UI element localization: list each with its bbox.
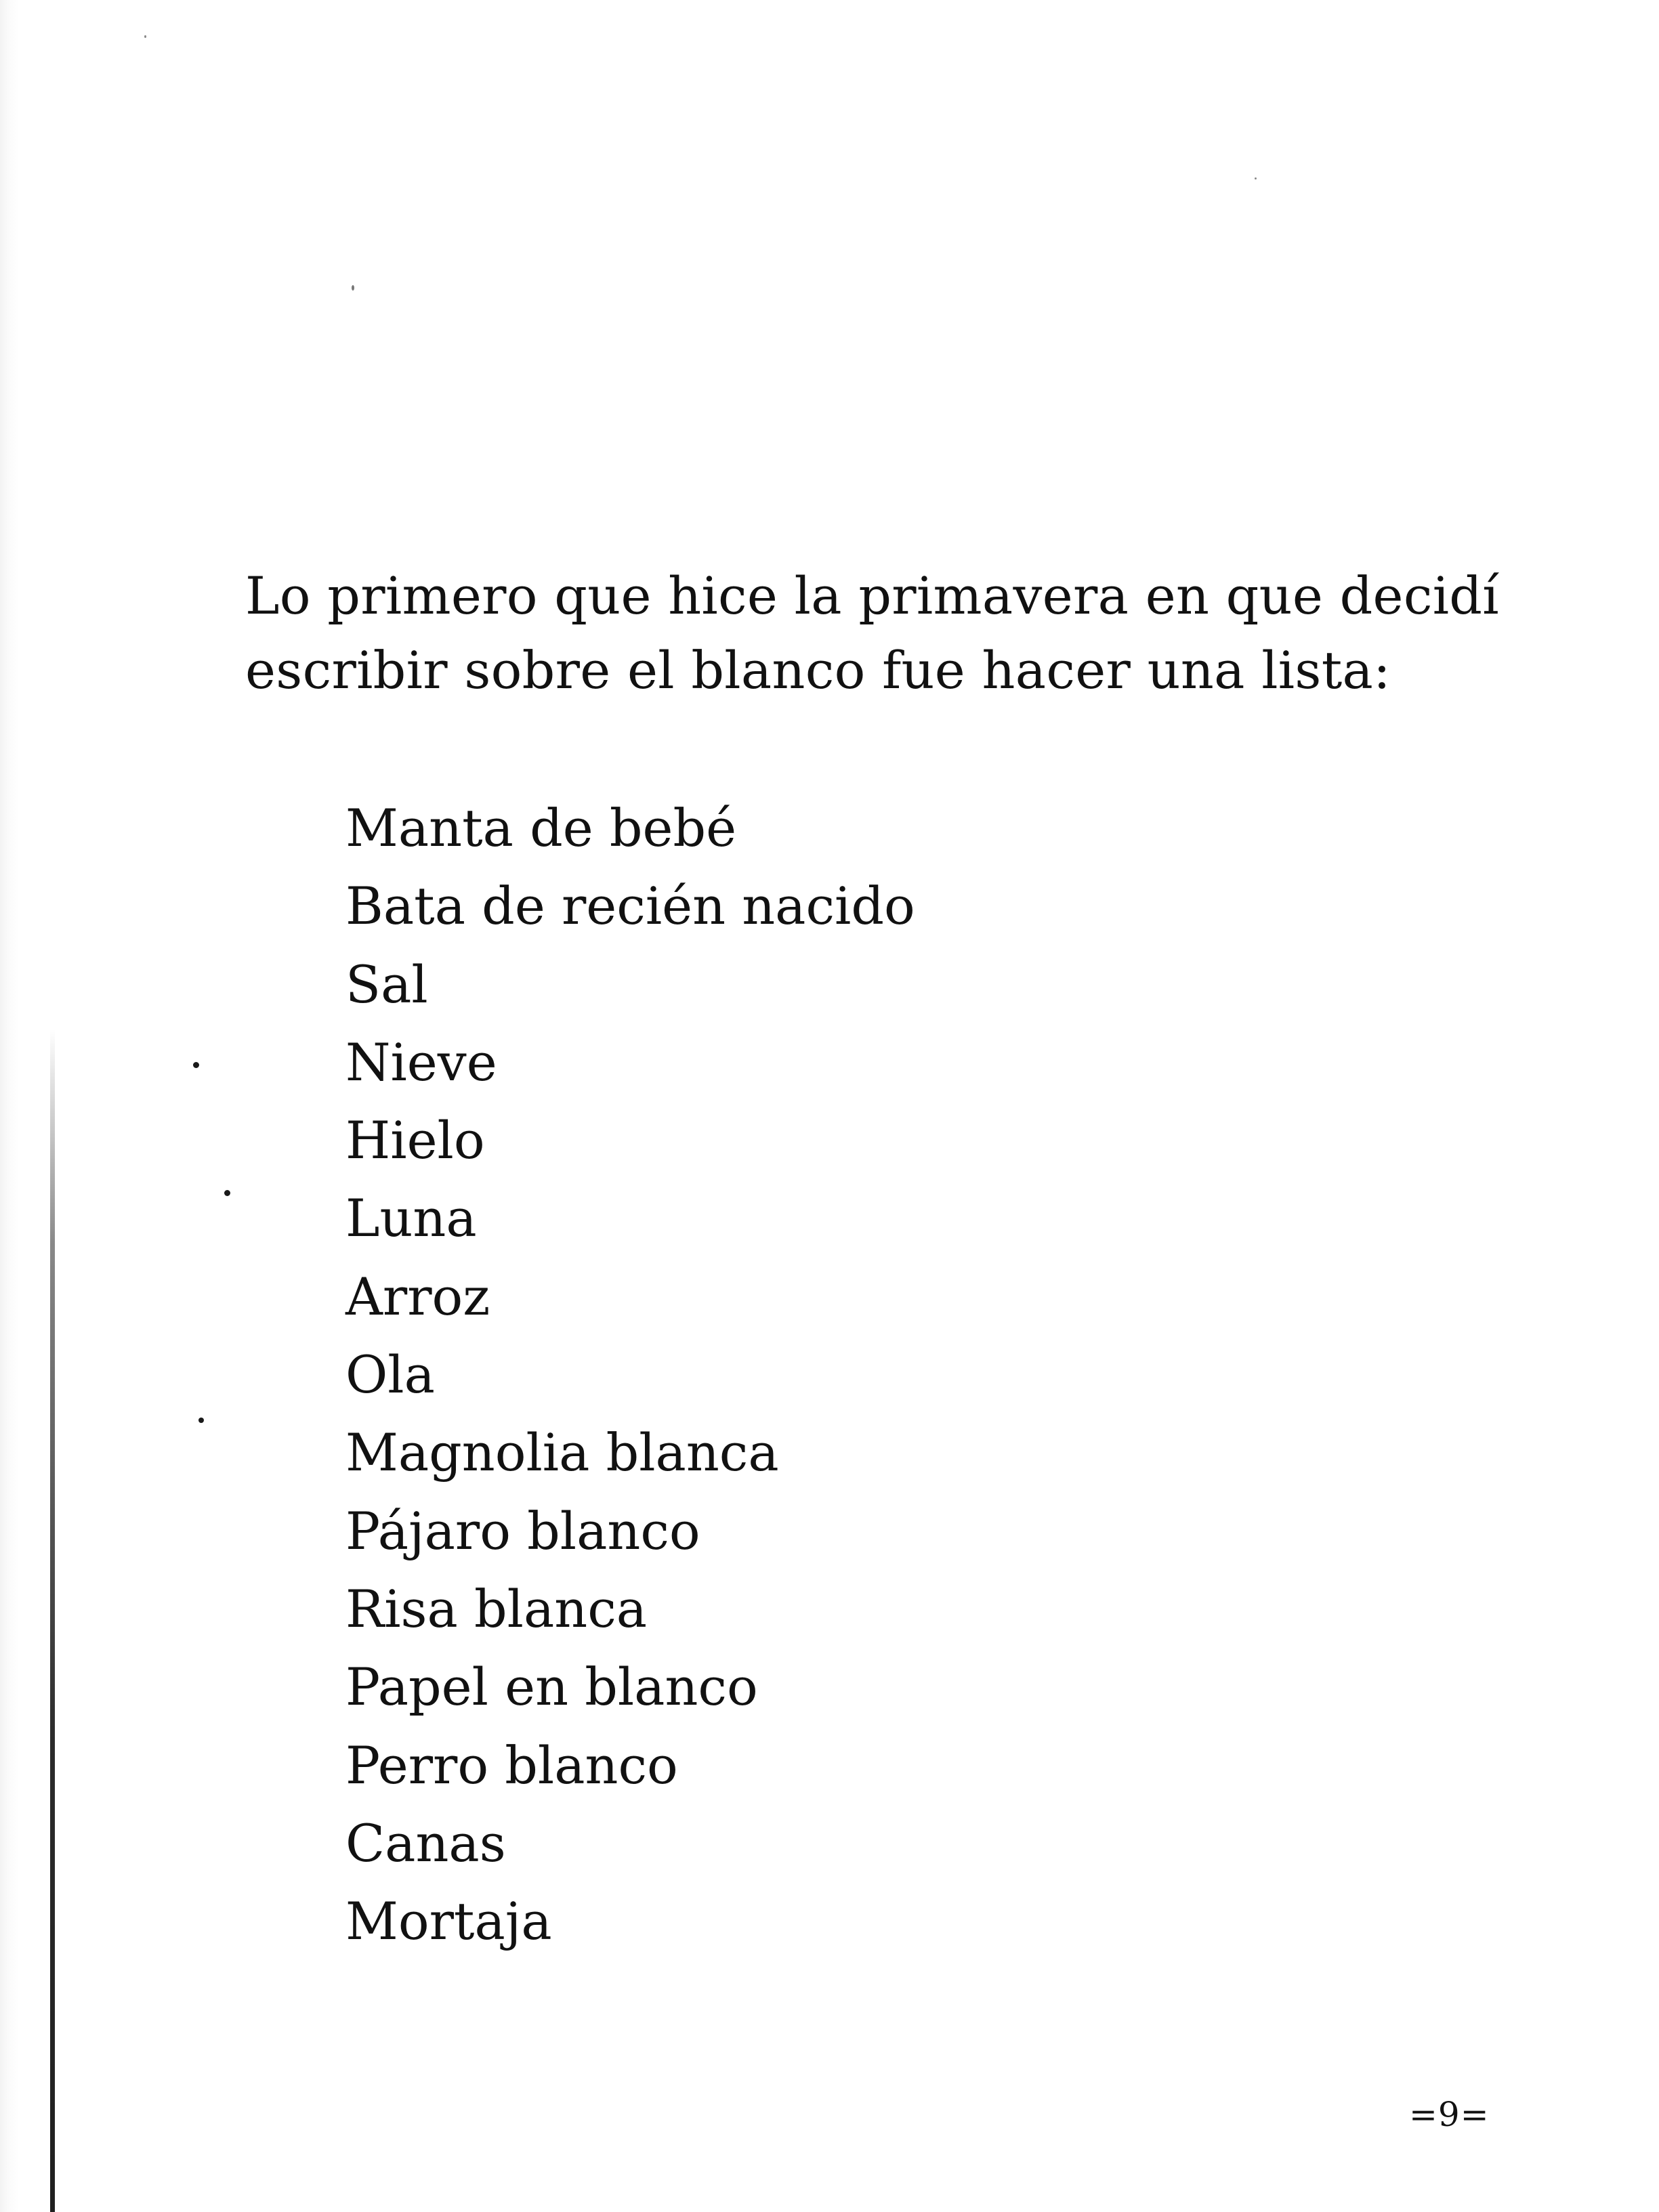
list-item: Luna — [345, 1188, 477, 1249]
intro-line: escribir sobre el blanco fue hacer una lista: — [245, 640, 1391, 700]
ink-speck — [1255, 177, 1257, 179]
ink-speck — [224, 1190, 230, 1196]
ink-speck — [352, 285, 354, 291]
ink-speck — [144, 35, 146, 38]
list-item: Pájaro blanco — [345, 1500, 700, 1561]
ink-speck — [193, 1062, 199, 1068]
intro-line: Lo primero que hice la primavera en que decidí — [245, 566, 1499, 626]
white-things-list — [345, 789, 915, 1960]
page-edge-shadow — [0, 0, 19, 2212]
list-item: Magnolia blanca — [345, 1422, 779, 1483]
binding-gutter-line — [50, 1029, 55, 2212]
page-number: =9= — [1409, 2095, 1490, 2134]
list-item: Bata de recién nacido — [345, 876, 915, 937]
list-item: Nieve — [345, 1031, 497, 1092]
list-item: Mortaja — [345, 1891, 552, 1952]
list-item: Manta de bebé — [345, 798, 737, 858]
list-item: Canas — [345, 1812, 506, 1873]
list-item: Papel en blanco — [345, 1657, 758, 1718]
list-item: Ola — [345, 1344, 435, 1405]
intro-paragraph — [245, 559, 1532, 708]
list-item: Arroz — [345, 1266, 490, 1327]
list-item: Perro blanco — [345, 1735, 678, 1795]
list-item: Hielo — [345, 1110, 485, 1171]
list-item: Sal — [345, 954, 428, 1015]
ink-speck — [198, 1418, 204, 1423]
list-item: Risa blanca — [345, 1578, 648, 1639]
